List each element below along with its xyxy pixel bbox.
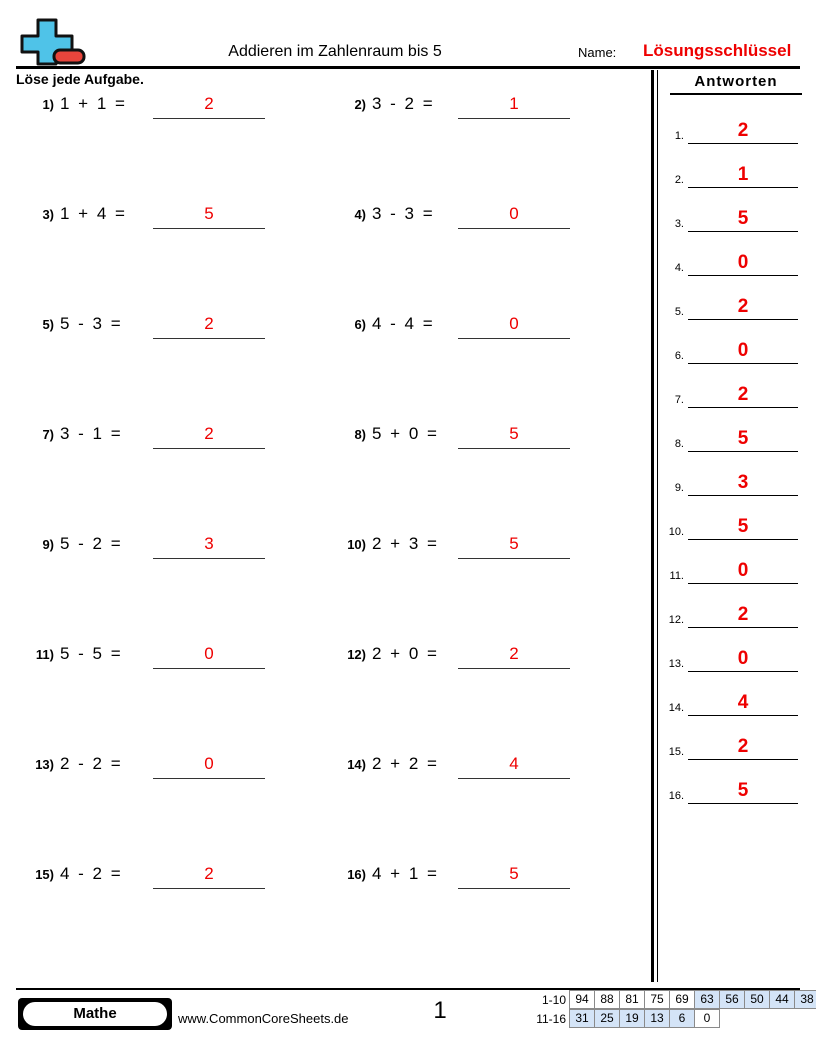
problem-number: 2) <box>354 97 366 112</box>
answer-key-row <box>662 276 802 320</box>
answer-key-index: 12. <box>668 614 684 626</box>
answer-key-row <box>662 716 802 760</box>
answer-value: 2 <box>509 644 519 663</box>
column-divider-thin <box>657 70 658 982</box>
score-cell: 69 <box>669 990 695 1009</box>
answer-blank[interactable] <box>153 642 265 669</box>
header-divider <box>16 66 800 69</box>
problem-expression: 2 + 0 = <box>372 644 439 663</box>
answer-key-value: 4 <box>737 692 749 713</box>
problem-expression: 4 - 4 = <box>372 314 435 333</box>
problem-item <box>330 642 620 676</box>
problem-item <box>18 422 318 456</box>
problem-item <box>18 92 318 126</box>
problem-number: 11) <box>35 647 54 662</box>
answer-key-index: 11. <box>669 570 684 582</box>
answer-blank[interactable] <box>458 752 570 779</box>
name-label: Name: <box>578 45 617 60</box>
problem-expression: 3 - 2 = <box>372 94 435 113</box>
answer-key-value: 3 <box>737 472 749 493</box>
problem-expression: 4 + 1 = <box>372 864 439 883</box>
answer-key-value: 0 <box>737 560 749 581</box>
answer-key-index: 4. <box>674 262 684 274</box>
column-divider-thick <box>651 70 654 982</box>
score-cell: 63 <box>694 990 720 1009</box>
problem-item <box>18 642 318 676</box>
answer-value: 2 <box>204 94 214 113</box>
answer-key-value: 2 <box>737 604 749 625</box>
answer-key-row <box>662 408 802 452</box>
problem-number: 7) <box>42 427 54 442</box>
answer-value: 5 <box>204 204 214 223</box>
page-number: 1 <box>433 997 447 1024</box>
answer-key-index: 8. <box>674 438 684 450</box>
answer-value: 5 <box>509 864 519 883</box>
answer-blank[interactable] <box>458 642 570 669</box>
problem-expression: 2 + 2 = <box>372 754 439 773</box>
answer-key-value: 0 <box>737 340 749 361</box>
answer-key-value: 1 <box>737 164 749 185</box>
problem-row <box>0 202 640 312</box>
answer-key-index: 1. <box>674 130 684 142</box>
problem-expression: 5 - 2 = <box>60 534 123 553</box>
site-url: www.CommonCoreSheets.de <box>178 1011 349 1026</box>
problem-row <box>0 752 640 862</box>
answer-key-row <box>662 628 802 672</box>
problem-expression: 4 - 2 = <box>60 864 123 883</box>
page-header <box>0 0 816 68</box>
problem-expression: 2 + 3 = <box>372 534 439 553</box>
answer-key-index: 7. <box>674 394 684 406</box>
subject-badge-label: Mathe <box>23 1002 167 1026</box>
answer-value: 2 <box>204 314 214 333</box>
answer-key-row <box>662 232 802 276</box>
problem-item <box>330 202 620 236</box>
answer-value: 2 <box>204 864 214 883</box>
answer-key-heading: Antworten <box>670 72 802 95</box>
problem-item <box>18 312 318 346</box>
answer-key-index: 16. <box>668 790 684 802</box>
problem-item <box>330 752 620 786</box>
answer-key-row <box>662 188 802 232</box>
answer-key-badge: Lösungsschlüssel <box>643 41 792 60</box>
answer-blank[interactable] <box>153 862 265 889</box>
problem-expression: 2 - 2 = <box>60 754 123 773</box>
score-cell: 56 <box>719 990 745 1009</box>
page-title: Addieren im Zahlenraum bis 5 <box>228 43 442 60</box>
answer-key-row <box>662 584 802 628</box>
answer-blank[interactable] <box>458 422 570 449</box>
score-table <box>524 991 816 1029</box>
problem-row <box>0 532 640 642</box>
problem-expression: 1 + 1 = <box>60 94 127 113</box>
score-cell: 0 <box>694 1009 720 1028</box>
answer-key-value: 5 <box>737 516 749 537</box>
answer-blank[interactable] <box>458 862 570 889</box>
problem-row <box>0 862 640 972</box>
answer-value: 5 <box>509 534 519 553</box>
problem-item <box>330 312 620 346</box>
problem-item <box>330 92 620 126</box>
answer-key-row <box>662 320 802 364</box>
problem-number: 13) <box>35 757 54 772</box>
score-cell: 6 <box>669 1009 695 1028</box>
problem-row <box>0 422 640 532</box>
problem-number: 14) <box>347 757 366 772</box>
instruction-text: Löse jede Aufgabe. <box>16 71 144 87</box>
answer-key-value: 5 <box>737 428 749 449</box>
problem-item <box>18 862 318 896</box>
problem-expression: 3 - 3 = <box>372 204 435 223</box>
problem-number: 15) <box>35 867 54 882</box>
score-cell: 19 <box>619 1009 645 1028</box>
problem-expression: 1 + 4 = <box>60 204 127 223</box>
answer-blank[interactable] <box>153 312 265 339</box>
score-cell: 88 <box>594 990 620 1009</box>
answer-key-index: 6. <box>674 350 684 362</box>
answer-key-row <box>662 672 802 716</box>
problem-row <box>0 312 640 422</box>
subject-badge <box>18 998 172 1030</box>
answer-key-row <box>662 540 802 584</box>
answer-blank[interactable] <box>153 202 265 229</box>
answer-key-value: 2 <box>737 120 749 141</box>
problem-expression: 5 - 3 = <box>60 314 123 333</box>
problem-item <box>18 752 318 786</box>
problem-number: 9) <box>42 537 54 552</box>
answer-key-value: 2 <box>737 384 749 405</box>
problem-number: 5) <box>42 317 54 332</box>
answer-blank[interactable] <box>458 312 570 339</box>
problem-expression: 5 - 5 = <box>60 644 123 663</box>
answer-blank[interactable] <box>153 532 265 559</box>
answer-blank[interactable] <box>153 422 265 449</box>
problem-number: 12) <box>347 647 366 662</box>
problem-item <box>330 532 620 566</box>
problem-item <box>330 862 620 896</box>
score-row <box>524 991 816 1010</box>
problem-number: 10) <box>347 537 366 552</box>
answer-key-row <box>662 760 802 804</box>
answer-key-value: 2 <box>737 296 749 317</box>
plus-minus-icon <box>16 16 88 68</box>
score-cell: 25 <box>594 1009 620 1028</box>
answer-key-row <box>662 364 802 408</box>
score-cell: 13 <box>644 1009 670 1028</box>
answer-key-value: 5 <box>737 780 749 801</box>
score-cell: 44 <box>769 990 795 1009</box>
answer-key-index: 15. <box>668 746 684 758</box>
answer-value: 4 <box>509 754 519 773</box>
problem-number: 8) <box>354 427 366 442</box>
score-cell: 81 <box>619 990 645 1009</box>
answer-blank[interactable] <box>458 532 570 559</box>
answer-value: 3 <box>204 534 214 553</box>
problem-number: 1) <box>42 97 54 112</box>
answer-value: 0 <box>204 644 214 663</box>
answer-key-index: 5. <box>674 306 684 318</box>
problem-number: 6) <box>354 317 366 332</box>
answer-key-row <box>662 496 802 540</box>
problem-item <box>330 422 620 456</box>
problem-expression: 3 - 1 = <box>60 424 123 443</box>
score-cell: 31 <box>569 1009 595 1028</box>
answer-key-index: 14. <box>668 702 684 714</box>
answer-key-value: 0 <box>737 648 749 669</box>
answer-key-index: 2. <box>674 174 684 186</box>
answer-value: 1 <box>509 94 519 113</box>
answer-blank[interactable] <box>458 92 570 119</box>
problem-number: 3) <box>42 207 54 222</box>
answer-key-index: 13. <box>668 658 684 670</box>
answer-key-index: 9. <box>674 482 684 494</box>
score-cell: 94 <box>569 990 595 1009</box>
answer-key-row <box>662 100 802 144</box>
answer-value: 0 <box>509 314 519 333</box>
score-row <box>524 1010 816 1029</box>
problems-grid <box>0 92 640 972</box>
problem-number: 4) <box>354 207 366 222</box>
score-cell: 75 <box>644 990 670 1009</box>
answer-value: 0 <box>509 204 519 223</box>
score-row-label: 11-16 <box>536 1012 566 1026</box>
answer-blank[interactable] <box>458 202 570 229</box>
problem-expression: 5 + 0 = <box>372 424 439 443</box>
answer-key-row <box>662 452 802 496</box>
answer-blank[interactable] <box>153 752 265 779</box>
answer-key-row <box>662 144 802 188</box>
score-cell: 38 <box>794 990 816 1009</box>
answer-key-index: 3. <box>674 218 684 230</box>
answer-blank[interactable] <box>153 92 265 119</box>
problem-row <box>0 92 640 202</box>
problem-row <box>0 642 640 752</box>
score-cell: 50 <box>744 990 770 1009</box>
answer-key-value: 0 <box>737 252 749 273</box>
answer-key-value: 5 <box>737 208 749 229</box>
answer-value: 2 <box>204 424 214 443</box>
problem-number: 16) <box>347 867 366 882</box>
answer-key-value: 2 <box>737 736 749 757</box>
answer-value: 5 <box>509 424 519 443</box>
problem-item <box>18 532 318 566</box>
score-row-label: 1-10 <box>541 993 566 1007</box>
problem-item <box>18 202 318 236</box>
answer-key-index: 10. <box>668 526 684 538</box>
answer-value: 0 <box>204 754 214 773</box>
